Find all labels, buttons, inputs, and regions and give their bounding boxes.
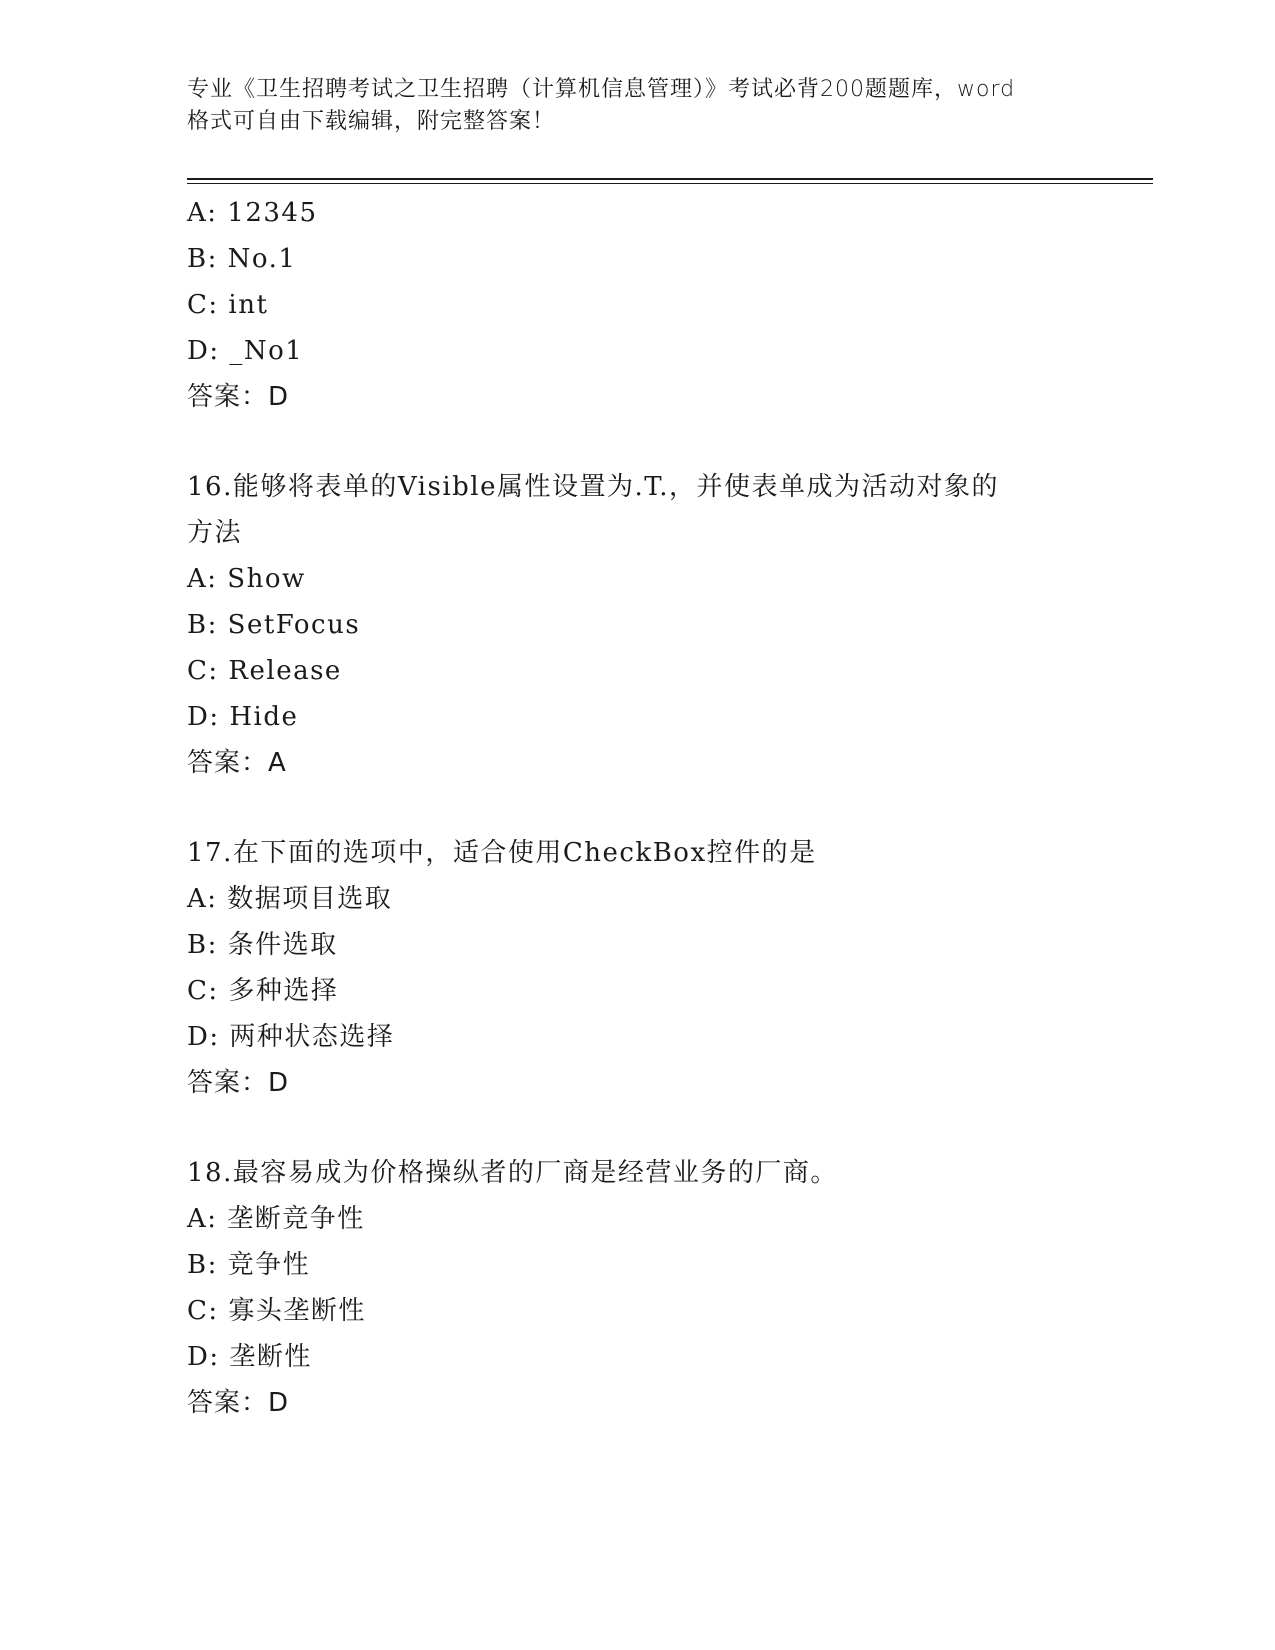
option-c: C: 多种选择 xyxy=(187,976,339,1006)
question-15 xyxy=(187,190,1153,420)
header-divider-bottom xyxy=(187,183,1153,184)
option-b: B: No.1 xyxy=(187,244,297,274)
answer: 答案：D xyxy=(187,382,290,412)
option-c: C: 寡头垄断性 xyxy=(187,1296,366,1326)
question-17 xyxy=(187,830,1153,1106)
option-c: C: Release xyxy=(187,656,342,686)
option-a: A: Show xyxy=(187,564,306,594)
question-18 xyxy=(187,1150,1153,1426)
document-header xyxy=(187,74,1087,138)
option-c: C: int xyxy=(187,290,269,320)
header-divider-top xyxy=(187,178,1153,180)
option-d: D: Hide xyxy=(187,702,299,732)
option-d: D: 两种状态选择 xyxy=(187,1022,395,1052)
header-line-2: 格式可自由下载编辑，附完整答案！ xyxy=(187,109,556,134)
option-d: D: _No1 xyxy=(187,336,304,366)
spacer xyxy=(187,1106,1153,1150)
answer: 答案：D xyxy=(187,1068,290,1098)
question-stem-continued: 方法 xyxy=(187,518,243,548)
spacer xyxy=(187,420,1153,464)
option-b: B: SetFocus xyxy=(187,610,361,640)
header-line-1: 专业《卫生招聘考试之卫生招聘（计算机信息管理）》考试必背200题题库，word xyxy=(187,77,1016,102)
option-a: A: 数据项目选取 xyxy=(187,884,393,914)
answer: 答案：A xyxy=(187,748,287,778)
answer: 答案：D xyxy=(187,1388,290,1418)
option-a: A: 垄断竞争性 xyxy=(187,1204,365,1234)
option-b: B: 条件选取 xyxy=(187,930,338,960)
question-stem: 18.最容易成为价格操纵者的厂商是经营业务的厂商。 xyxy=(187,1158,838,1188)
option-a: A: 12345 xyxy=(187,198,318,228)
spacer xyxy=(187,786,1153,830)
option-b: B: 竞争性 xyxy=(187,1250,311,1280)
question-list xyxy=(187,190,1153,1426)
question-16 xyxy=(187,464,1153,786)
option-d: D: 垄断性 xyxy=(187,1342,312,1372)
question-stem: 16.能够将表单的Visible属性设置为.T.，并使表单成为活动对象的 xyxy=(187,472,1000,502)
question-stem: 17.在下面的选项中，适合使用CheckBox控件的是 xyxy=(187,838,817,868)
